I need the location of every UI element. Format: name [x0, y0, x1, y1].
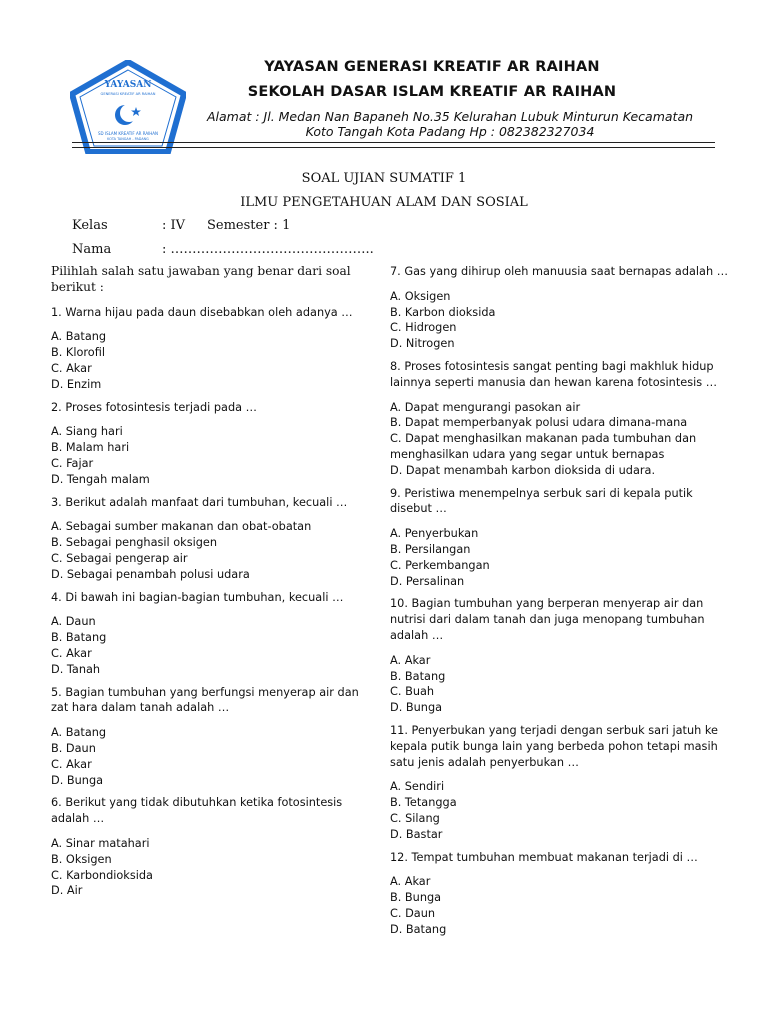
answer-option: B. Klorofil: [51, 346, 105, 360]
answer-option: C. Akar: [51, 646, 92, 660]
question-item: [390, 596, 730, 716]
question-item: [51, 495, 379, 583]
semester-label: Semester : 1: [207, 218, 291, 233]
question-item: [390, 486, 730, 590]
question-list-left: [51, 305, 379, 900]
answer-option: D. Nitrogen: [390, 337, 455, 351]
school-name: SEKOLAH DASAR ISLAM KREATIF AR RAIHAN: [247, 84, 617, 100]
question-item: [390, 359, 730, 479]
answer-option: B. Batang: [390, 669, 446, 683]
question-item: [390, 850, 730, 938]
exam-title: SOAL UJIAN SUMATIF 1: [301, 171, 467, 186]
answer-option: C. Buah: [390, 685, 435, 699]
answer-option: A. Sendiri: [390, 780, 445, 794]
answer-option: B. Bunga: [390, 891, 442, 905]
answer-option: D. Enzim: [51, 377, 102, 391]
answer-option: A. Batang: [51, 726, 107, 740]
answer-option: C. Karbondioksida: [51, 868, 153, 882]
question-text: 3. Berikut adalah manfaat dari tumbuhan, kecuali …: [51, 495, 348, 509]
answer-option: C. Akar: [51, 757, 92, 771]
question-text: 6. Berikut yang tidak dibutuhkan ketika fotosintesis adalah …: [51, 796, 343, 826]
answer-option: A. Oksigen: [390, 289, 451, 303]
instruction-text: Pilihlah salah satu jawaban yang benar dari soal berikut :: [51, 264, 351, 294]
address-line-2: Koto Tangah Kota Padang Hp : 082382327034: [305, 124, 595, 139]
answer-option: B. Sebagai penghasil oksigen: [51, 536, 218, 550]
answer-option: A. Dapat mengurangi pasokan air: [390, 400, 581, 414]
question-item: [51, 590, 379, 678]
logo-mid-text: GENERASI KREATIF AR RAIHAN: [100, 92, 156, 96]
question-text: 12. Tempat tumbuhan membuat makanan terjadi di …: [390, 850, 698, 864]
school-address: [195, 109, 705, 139]
answer-option: B. Tetangga: [390, 796, 457, 810]
answer-option: D. Air: [51, 884, 83, 898]
answer-option: A. Batang: [51, 330, 107, 344]
answer-option: A. Sebagai sumber makanan dan obat-obatan: [51, 520, 312, 534]
logo-top-text: YAYASAN: [104, 80, 152, 90]
answer-option: A. Daun: [51, 615, 96, 629]
question-text: 1. Warna hijau pada daun disebabkan oleh adanya …: [51, 305, 353, 319]
question-text: 10. Bagian tumbuhan yang berperan menyerap air dan nutrisi dari dalam tanah dan juga menopang tumbuhan adalah …: [390, 597, 705, 642]
answer-option: D. Persalinan: [390, 574, 465, 588]
question-text: 5. Bagian tumbuhan yang berfungsi menyerap air dan zat hara dalam tanah adalah …: [51, 685, 359, 715]
answer-option: C. Akar: [51, 361, 92, 375]
nama-value: : ………………………………………..: [162, 242, 374, 257]
header-divider: [72, 142, 715, 143]
questions-right-column: [390, 264, 730, 944]
answer-option: D. Tanah: [51, 662, 101, 676]
header-divider-thin: [72, 147, 715, 148]
foundation-name: YAYASAN GENERASI KREATIF AR RAIHAN: [264, 59, 600, 75]
question-item: [51, 685, 379, 789]
answer-option: C. Fajar: [51, 456, 94, 470]
answer-option: D. Tengah malam: [51, 472, 150, 486]
logo-bottom-text-2: KOTA TANGAH - PADANG: [107, 137, 149, 141]
answer-option: A. Akar: [390, 875, 431, 889]
nama-label: Nama: [72, 242, 112, 257]
answer-option: B. Dapat memperbanyak polusi udara dimana-mana: [390, 416, 688, 430]
question-item: [390, 723, 730, 843]
answer-option: D. Batang: [390, 922, 447, 936]
answer-option: D. Bunga: [51, 773, 104, 787]
answer-option: D. Dapat menambah karbon dioksida di udara.: [390, 463, 656, 477]
answer-option: A. Sinar matahari: [51, 836, 150, 850]
question-list-right: [390, 264, 730, 937]
answer-option: B. Persilangan: [390, 542, 471, 556]
answer-option: D. Bunga: [390, 701, 443, 715]
answer-option: D. Sebagai penambah polusi udara: [51, 567, 250, 581]
answer-option: C. Sebagai pengerap air: [51, 551, 188, 565]
answer-option: C. Dapat menghasilkan makanan pada tumbuhan dan menghasilkan udara yang segar untuk bernapas: [390, 432, 700, 461]
answer-option: A. Penyerbukan: [390, 527, 479, 541]
subject-title: ILMU PENGETAHUAN ALAM DAN SOSIAL: [240, 195, 528, 210]
kelas-value: : IV: [162, 218, 186, 233]
answer-option: B. Malam hari: [51, 441, 130, 455]
answer-option: B. Batang: [51, 631, 107, 645]
kelas-label: Kelas: [72, 218, 108, 233]
question-text: 11. Penyerbukan yang terjadi dengan serbuk sari jatuh ke kepala putik bunga lain yang berbeda pohon tetapi masih satu jenis adalah penyerbukan …: [390, 723, 718, 769]
answer-option: D. Bastar: [390, 827, 443, 841]
school-logo: [70, 60, 186, 154]
questions-left-column: [51, 264, 379, 906]
answer-option: B. Daun: [51, 741, 96, 755]
question-text: 9. Peristiwa menempelnya serbuk sari di kepala putik disebut …: [390, 486, 693, 516]
answer-option: C. Perkembangan: [390, 558, 490, 572]
answer-option: C. Silang: [390, 811, 440, 825]
question-text: 4. Di bawah ini bagian-bagian tumbuhan, kecuali …: [51, 590, 344, 604]
address-line-1: Alamat : Jl. Medan Nan Bapaneh No.35 Kelurahan Lubuk Minturun Kecamatan: [206, 109, 694, 124]
answer-option: C. Daun: [390, 906, 436, 920]
answer-option: B. Oksigen: [51, 852, 112, 866]
answer-option: A. Siang hari: [51, 425, 123, 439]
answer-option: C. Hidrogen: [390, 321, 457, 335]
question-text: 2. Proses fotosintesis terjadi pada …: [51, 400, 257, 414]
question-item: [51, 305, 379, 393]
question-item: [51, 400, 379, 488]
question-item: [51, 795, 379, 899]
question-text: 8. Proses fotosintesis sangat penting bagi makhluk hidup lainnya seperti manusia dan hewan karena fotosintesis …: [390, 359, 718, 389]
question-item: [390, 264, 730, 352]
question-text: 7. Gas yang dihirup oleh manuusia saat bernapas adalah …: [390, 265, 729, 278]
answer-option: A. Akar: [390, 653, 431, 667]
logo-bottom-text-1: SD ISLAM KREATIF AR RAIHAN: [98, 131, 158, 136]
answer-option: B. Karbon dioksida: [390, 305, 496, 319]
